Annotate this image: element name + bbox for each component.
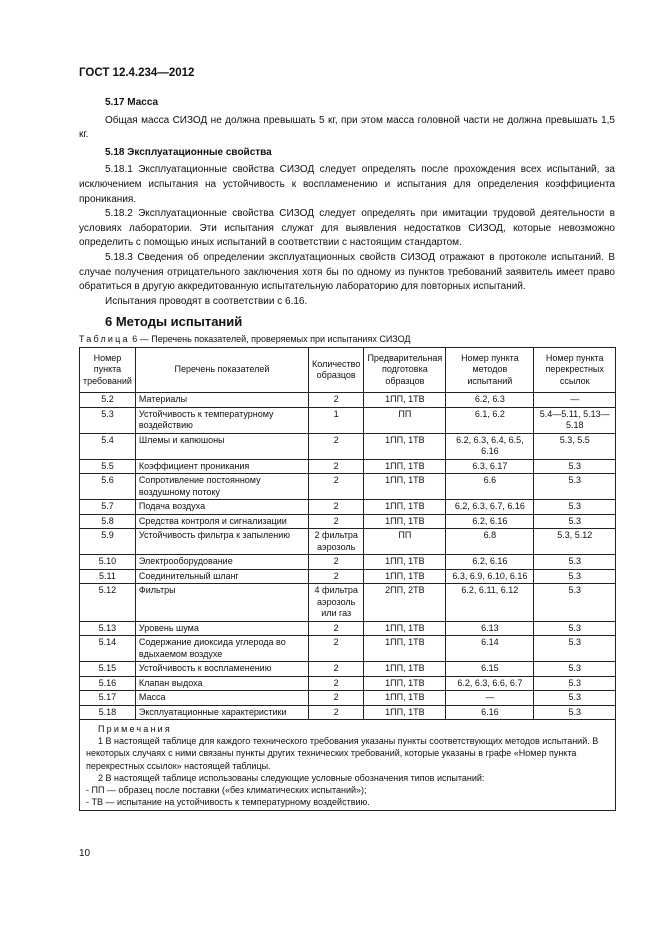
cell-methods: 6.8	[446, 529, 534, 555]
cell-samples: 2	[309, 459, 364, 474]
cell-req-no: 5.2	[80, 393, 136, 408]
cell-methods: 6.1, 6.2	[446, 407, 534, 433]
cell-samples: 2	[309, 636, 364, 662]
cell-xref: 5.3	[534, 636, 616, 662]
cell-methods: 6.15	[446, 662, 534, 677]
table-row	[80, 621, 616, 636]
cell-samples: 2	[309, 433, 364, 459]
section-5-17-text: Общая масса СИЗОД не должна превышать 5 кг, при этом масса головной части не должна превышать 1,5 кг.	[79, 114, 615, 141]
cell-indicator: Шлемы и капюшоны	[135, 433, 308, 459]
cell-indicator: Коэффициент проникания	[135, 459, 308, 474]
cell-samples: 2	[309, 691, 364, 706]
cell-prep: ПП	[364, 407, 446, 433]
table-caption-text: 6 — Перечень показателей, проверяемых при испытаниях СИЗОД	[132, 334, 411, 344]
cell-samples: 2	[309, 705, 364, 720]
cell-indicator: Устойчивость к воспламенению	[135, 662, 308, 677]
cell-req-no: 5.4	[80, 433, 136, 459]
cell-xref: 5.3	[534, 569, 616, 584]
cell-samples: 2	[309, 621, 364, 636]
header-indicators: Перечень показателей	[135, 348, 308, 393]
cell-samples: 2	[309, 474, 364, 500]
cell-indicator: Электрооборудование	[135, 555, 308, 570]
cell-xref: 5.3	[534, 474, 616, 500]
cell-req-no: 5.18	[80, 705, 136, 720]
note-1: 1 В настоящей таблице для каждого технического требования указаны пункты соответствующих методов испытаний. В некоторых случаях с ними связаны пункты других технических требований, которые указаны в графе «Номер пункта перекрестных ссылок» настоящей таблицы.	[86, 736, 599, 771]
cell-samples: 2	[309, 676, 364, 691]
section-body	[79, 96, 615, 309]
cell-prep: 2ПП, 2ТВ	[364, 584, 446, 622]
cell-xref: 5.4—5.11, 5.13—5.18	[534, 407, 616, 433]
cell-req-no: 5.11	[80, 569, 136, 584]
table-row	[80, 529, 616, 555]
cell-samples: 2	[309, 500, 364, 515]
cell-xref: 5.3	[534, 555, 616, 570]
cell-indicator: Материалы	[135, 393, 308, 408]
notes-title: Примечания	[98, 724, 172, 734]
cell-prep: 1ПП, 1ТВ	[364, 433, 446, 459]
cell-samples: 1	[309, 407, 364, 433]
cell-req-no: 5.8	[80, 514, 136, 529]
page-number: 10	[79, 848, 91, 859]
cell-methods: 6.2, 6.3, 6.4, 6.5, 6.16	[446, 433, 534, 459]
section-5-18-title: 5.18 Эксплуатационные свойства	[105, 146, 272, 158]
cell-prep: 1ПП, 1ТВ	[364, 676, 446, 691]
cell-xref: 5.3	[534, 459, 616, 474]
cell-xref: 5.3	[534, 514, 616, 529]
cell-xref: 5.3	[534, 584, 616, 622]
table-row	[80, 691, 616, 706]
cell-xref: 5.3	[534, 691, 616, 706]
cell-xref: 5.3, 5.12	[534, 529, 616, 555]
cell-methods: 6.13	[446, 621, 534, 636]
cell-indicator: Клапан выдоха	[135, 676, 308, 691]
cell-samples: 4 фильтра аэрозоль или газ	[309, 584, 364, 622]
cell-req-no: 5.10	[80, 555, 136, 570]
cell-methods: 6.2, 6.3	[446, 393, 534, 408]
cell-req-no: 5.16	[80, 676, 136, 691]
cell-methods: 6.2, 6.3, 6.6, 6.7	[446, 676, 534, 691]
cell-prep: 1ПП, 1ТВ	[364, 691, 446, 706]
cell-prep: 1ПП, 1ТВ	[364, 705, 446, 720]
cell-methods: 6.3, 6.9, 6.10, 6.16	[446, 569, 534, 584]
note-2b: - ТВ — испытание на устойчивость к температурному воздействию.	[86, 797, 370, 808]
header-samples: Количество образцов	[309, 348, 364, 393]
cell-req-no: 5.9	[80, 529, 136, 555]
table-notes	[80, 720, 616, 811]
cell-req-no: 5.12	[80, 584, 136, 622]
cell-prep: 1ПП, 1ТВ	[364, 393, 446, 408]
cell-req-no: 5.6	[80, 474, 136, 500]
cell-indicator: Устойчивость фильтра к запылению	[135, 529, 308, 555]
cell-samples: 2	[309, 514, 364, 529]
table-row	[80, 393, 616, 408]
cell-samples: 2	[309, 555, 364, 570]
table-row	[80, 433, 616, 459]
header-req-no: Номер пункта требований	[80, 348, 136, 393]
header-xref: Номер пункта перекрестных ссылок	[534, 348, 616, 393]
paragraph-5-18-1: 5.18.1 Эксплуатационные свойства СИЗОД следует определять после прохождения всех испытаний, за исключением испытания на устойчивость к воспламенению и испытания для определения коэффициента проникания.	[79, 164, 615, 205]
cell-methods: 6.6	[446, 474, 534, 500]
cell-methods: 6.2, 6.11, 6.12	[446, 584, 534, 622]
table-row	[80, 676, 616, 691]
cell-xref: 5.3	[534, 676, 616, 691]
table-caption	[79, 334, 615, 344]
note-2a: - ПП — образец после поставки («без климатических испытаний»);	[86, 785, 367, 796]
cell-indicator: Фильтры	[135, 584, 308, 622]
paragraph-5-18-3: 5.18.3 Сведения об определении эксплуатационных свойств СИЗОД отражают в протоколе испытаний. В случае получения отрицательного заключения хотя бы по одному из пунктов требований заявитель имеет право обратиться в другую аккредитованную испытательную лабораторию для повторных испытаний.	[79, 251, 615, 293]
document-header: ГОСТ 12.4.234—2012	[79, 67, 195, 79]
cell-indicator: Уровень шума	[135, 621, 308, 636]
cell-xref: —	[534, 393, 616, 408]
table-row	[80, 407, 616, 433]
cell-samples: 2	[309, 393, 364, 408]
cell-methods: 6.2, 6.16	[446, 514, 534, 529]
cell-prep: 1ПП, 1ТВ	[364, 500, 446, 515]
cell-indicator: Соединительный шланг	[135, 569, 308, 584]
table-row	[80, 474, 616, 500]
cell-prep: 1ПП, 1ТВ	[364, 514, 446, 529]
cell-indicator: Подача воздуха	[135, 500, 308, 515]
note-2: 2 В настоящей таблице использованы следующие условные обозначения типов испытаний:	[98, 772, 485, 783]
cell-req-no: 5.5	[80, 459, 136, 474]
table-notes-row	[80, 720, 616, 811]
cell-prep: 1ПП, 1ТВ	[364, 662, 446, 677]
cell-xref: 5.3	[534, 621, 616, 636]
cell-xref: 5.3	[534, 705, 616, 720]
cell-indicator: Масса	[135, 691, 308, 706]
table-row	[80, 514, 616, 529]
cell-samples: 2 фильтра аэрозоль	[309, 529, 364, 555]
cell-req-no: 5.17	[80, 691, 136, 706]
cell-samples: 2	[309, 662, 364, 677]
cell-methods: 6.14	[446, 636, 534, 662]
cell-indicator: Средства контроля и сигнализации	[135, 514, 308, 529]
cell-methods: 6.16	[446, 705, 534, 720]
table-row	[80, 705, 616, 720]
cell-prep: 1ПП, 1ТВ	[364, 474, 446, 500]
cell-req-no: 5.7	[80, 500, 136, 515]
header-prep: Предварительная подготовка образцов	[364, 348, 446, 393]
cell-methods: 6.2, 6.3, 6.7, 6.16	[446, 500, 534, 515]
cell-indicator: Содержание диоксида углерода во вдыхаемом воздухе	[135, 636, 308, 662]
cell-prep: 1ПП, 1ТВ	[364, 459, 446, 474]
cell-xref: 5.3	[534, 662, 616, 677]
cell-req-no: 5.3	[80, 407, 136, 433]
table-row	[80, 569, 616, 584]
cell-samples: 2	[309, 569, 364, 584]
cell-prep: 1ПП, 1ТВ	[364, 621, 446, 636]
section-6-title: 6 Методы испытаний	[105, 314, 243, 329]
cell-req-no: 5.15	[80, 662, 136, 677]
cell-prep: 1ПП, 1ТВ	[364, 569, 446, 584]
cell-req-no: 5.14	[80, 636, 136, 662]
table-caption-prefix: Таблица	[79, 334, 130, 344]
cell-methods: 6.2, 6.16	[446, 555, 534, 570]
cell-methods: 6.3, 6.17	[446, 459, 534, 474]
cell-indicator: Эксплуатационные характеристики	[135, 705, 308, 720]
paragraph-5-18-2: 5.18.2 Эксплуатационные свойства СИЗОД следует определять при имитации трудовой деятельности в условиях лаборатории. Эти испытания служат для выявления недостатков СИЗОД, которые невозможно определить с помощью иных испытаний в соответствии с настоящим стандартом.	[79, 208, 615, 249]
table-header-row	[80, 348, 616, 393]
table-row	[80, 636, 616, 662]
paragraph-tests: Испытания проводят в соответствии с 6.16.	[105, 295, 308, 307]
table-row	[80, 500, 616, 515]
table-row	[80, 584, 616, 622]
cell-prep: ПП	[364, 529, 446, 555]
indicators-table	[79, 347, 616, 811]
table-row	[80, 555, 616, 570]
cell-req-no: 5.13	[80, 621, 136, 636]
cell-methods: —	[446, 691, 534, 706]
table-row	[80, 662, 616, 677]
cell-indicator: Устойчивость к температурному воздействию	[135, 407, 308, 433]
cell-xref: 5.3	[534, 500, 616, 515]
cell-indicator: Сопротивление постоянному воздушному потоку	[135, 474, 308, 500]
cell-xref: 5.3, 5.5	[534, 433, 616, 459]
header-methods: Номер пункта методов испытаний	[446, 348, 534, 393]
section-5-17-title: 5.17 Масса	[105, 97, 159, 108]
cell-prep: 1ПП, 1ТВ	[364, 636, 446, 662]
table-row	[80, 459, 616, 474]
cell-prep: 1ПП, 1ТВ	[364, 555, 446, 570]
